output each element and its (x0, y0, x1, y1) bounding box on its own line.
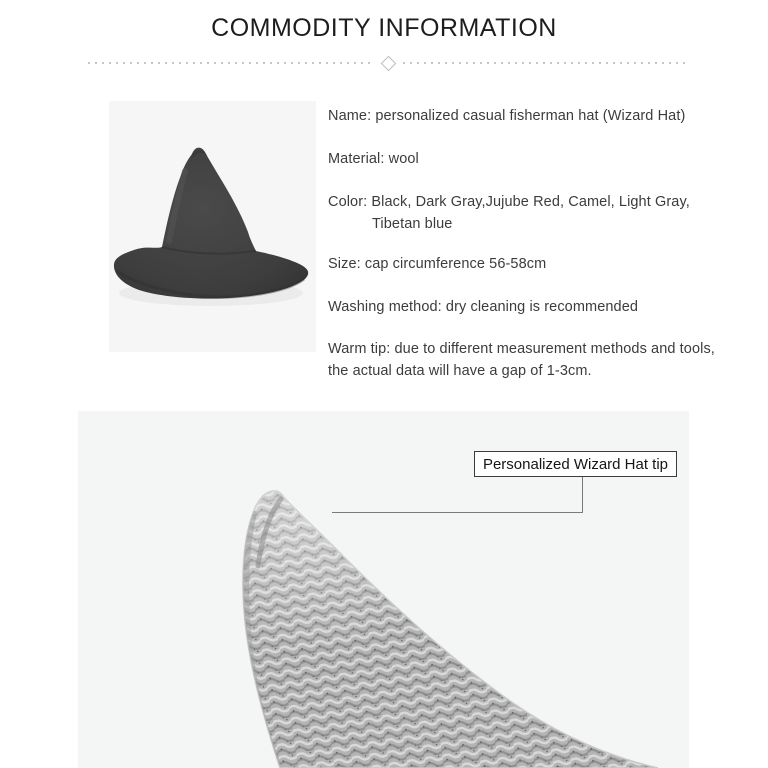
wizard-hat-photo-graphic (109, 101, 316, 352)
title-divider (88, 57, 688, 69)
divider-dotted-line-right (403, 62, 689, 64)
detail-name: Name: personalized casual fisherman hat (Wizard Hat) (328, 108, 686, 124)
detail-material: Material: wool (328, 151, 419, 167)
diamond-ornament-icon (380, 55, 396, 71)
detail-warmtip-line2: the actual data will have a gap of 1-3cm. (328, 363, 592, 379)
detail-color-line1: Color: Black, Dark Gray,Jujube Red, Camel, Light Gray, (328, 194, 690, 210)
product-details (328, 105, 715, 403)
page-title: COMMODITY INFORMATION (211, 14, 557, 42)
annotation-connector-horizontal (332, 512, 583, 513)
detail-warmtip-line1: Warm tip: due to different measurement methods and tools, (328, 341, 715, 357)
detail-color-line2: Tibetan blue (372, 216, 453, 232)
divider-dotted-line-left (88, 62, 374, 64)
product-photo (109, 101, 316, 352)
hat-silhouette (114, 148, 308, 299)
detail-size: Size: cap circumference 56-58cm (328, 256, 547, 272)
annotation-label-box: Personalized Wizard Hat tip (474, 451, 677, 477)
annotation-connector-vertical (582, 477, 583, 512)
detail-washing: Washing method: dry cleaning is recommended (328, 299, 639, 315)
closeup-photo-section (78, 411, 689, 768)
